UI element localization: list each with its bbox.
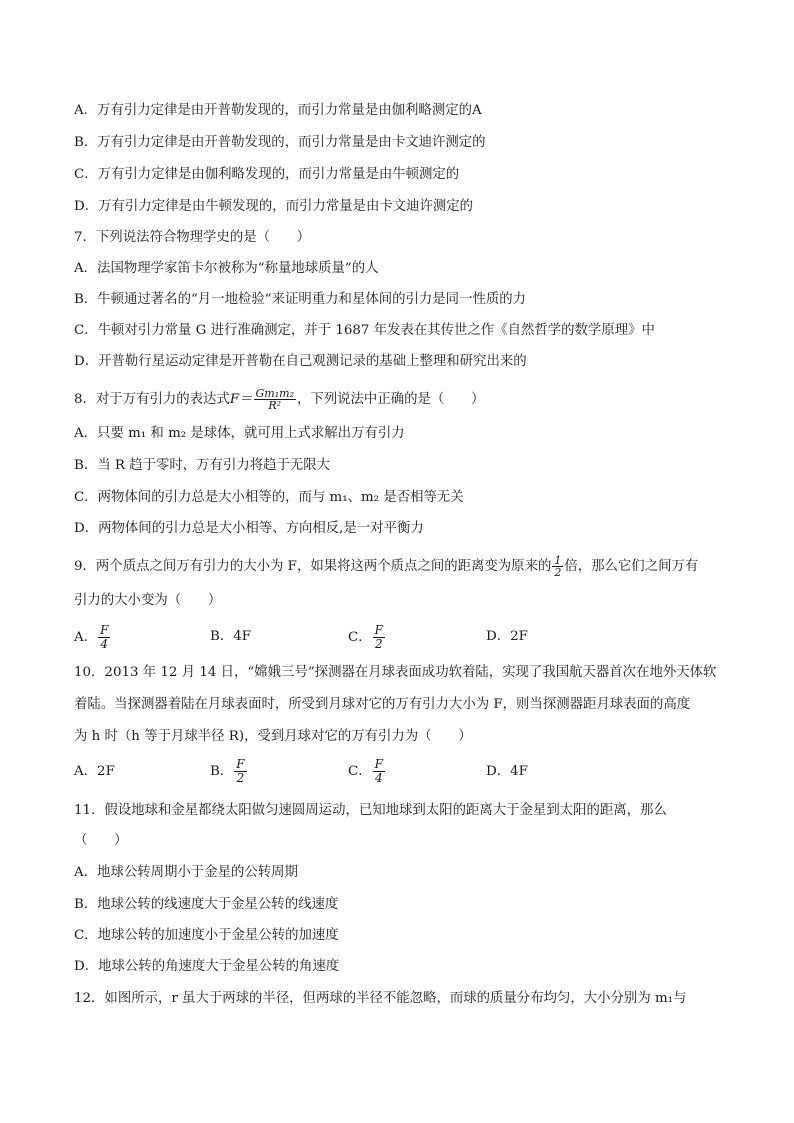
q9-option-a: [74, 624, 111, 651]
q11-option-a: A．地球公转周期小于金星的公转周期: [74, 865, 298, 880]
q7-option-c: C．牛顿对引力常量 G 进行准确测定，并于 1687 年发表在其传世之作《自然哲学的数学原理》中: [74, 323, 655, 338]
q9-option-b: B．4F: [210, 629, 252, 644]
q10-option-b-num: F: [236, 757, 245, 771]
q8-formula-denominator: R²: [268, 399, 282, 412]
q8-formula-lhs: F＝: [229, 392, 253, 407]
q11-option-d: D．地球公转的角速度大于金星公转的角速度: [74, 959, 340, 974]
q7-option-b: B．牛顿通过著名的“月一地检验”来证明重力和星体间的引力是同一性质的力: [74, 292, 527, 307]
q8-stem-post: ，下列说法中正确的是（ ）: [296, 392, 485, 407]
q11-line1: 11．假设地球和金星都绕太阳做匀速圆周运动，已知地球到太阳的距离大于金星到太阳的距离，那么: [74, 803, 667, 818]
q8-option-b: B．当 R 趋于零时，万有引力将趋于无限大: [74, 458, 331, 473]
q9-stem-line2: 引力的大小变为（ ）: [74, 593, 222, 608]
q9-option-c-fraction: [373, 624, 385, 651]
q10-option-a: A．2F: [74, 764, 115, 779]
q9-stem-post: 倍，那么它们之间万有: [564, 559, 699, 574]
q8-formula-numerator: Gm₁m₂: [255, 387, 294, 400]
q10-line1: 10．2013 年 12 月 14 日，“嫦娥三号”探测器在月球表面成功软着陆，实现了我国航天器首次在地外天体软: [74, 665, 717, 680]
q7-option-d: D．开普勒行星运动定律是开普勒在自己观测记录的基础上整理和研究出来的: [74, 354, 527, 369]
q11-option-c: C．地球公转的加速度小于金星公转的加速度: [74, 928, 339, 943]
q10-option-b-den: 2: [236, 771, 245, 785]
q10-option-c-fraction: [373, 758, 385, 785]
q9-fraction-denominator: 2: [554, 566, 562, 579]
q8-stem-pre: 8．对于万有引力的表达式: [74, 392, 230, 407]
q9-option-c-label: C．: [348, 630, 372, 645]
q11-line2: （ ）: [74, 833, 128, 848]
q9-stem-pre: 9．两个质点之间万有引力的大小为 F，如果将这两个质点之间的距离变为原来的: [74, 559, 552, 574]
q10-option-c-label: C．: [348, 764, 372, 779]
q10-option-b-label: B．: [210, 764, 234, 779]
q6-option-d: D．万有引力定律是由牛顿发现的，而引力常量是由卡文迪许测定的: [74, 199, 474, 214]
q8-option-c: C．两物体间的引力总是大小相等的，而与 m₁、m₂ 是否相等无关: [74, 490, 464, 505]
q9-stem: [74, 555, 698, 578]
q7-option-a: A．法国物理学家笛卡尔被称为“称量地球质量”的人: [74, 261, 379, 276]
q9-option-a-fraction: [98, 624, 110, 651]
q9-option-a-num: F: [100, 623, 109, 637]
q6-option-b: B．万有引力定律是由开普勒发现的，而引力常量是由卡文迪许测定的: [74, 135, 486, 150]
q8-option-d: D．两物体间的引力总是大小相等、方向相反,是一对平衡力: [74, 521, 424, 536]
q8-stem: [74, 388, 484, 411]
q6-option-a: A．万有引力定律是由开普勒发现的，而引力常量是由伽利略测定的A: [74, 103, 482, 118]
q9-fraction-numerator: 1: [554, 554, 562, 567]
q9-fraction: [552, 555, 563, 578]
q9-option-c: [348, 624, 386, 651]
q8-option-a: A．只要 m₁ 和 m₂ 是球体，就可用上式求解出万有引力: [74, 426, 405, 441]
q8-formula-fraction: [254, 388, 296, 411]
q10-option-d: D．4F: [486, 764, 528, 779]
q6-option-c: C．万有引力定律是由伽利略发现的，而引力常量是由牛顿测定的: [74, 167, 460, 182]
q9-option-a-den: 4: [100, 637, 109, 651]
q10-option-c-num: F: [374, 757, 383, 771]
q9-option-c-num: F: [374, 623, 383, 637]
q11-option-b: B．地球公转的线速度大于金星公转的线速度: [74, 897, 339, 912]
q9-option-d: D．2F: [486, 629, 528, 644]
q9-option-c-den: 2: [374, 637, 383, 651]
q12-line1: 12．如图所示，r 虽大于两球的半径，但两球的半径不能忽略，而球的质量分布均匀，大小分别为 m₁与: [74, 991, 687, 1006]
q9-option-a-label: A．: [74, 630, 98, 645]
q10-line3: 为 h 时（h 等于月球半径 R)，受到月球对它的万有引力为（ ）: [74, 729, 472, 744]
q7-stem: 7．下列说法符合物理学史的是（ ）: [74, 230, 311, 245]
q10-line2: 着陆。当探测器着陆在月球表面时，所受到月球对它的万有引力大小为 F，则当探测器距月球表面的高度: [74, 697, 691, 712]
q10-option-c: [348, 758, 386, 785]
q10-option-c-den: 4: [374, 771, 383, 785]
q10-option-b-fraction: [234, 758, 246, 785]
q10-option-b: [210, 758, 248, 785]
